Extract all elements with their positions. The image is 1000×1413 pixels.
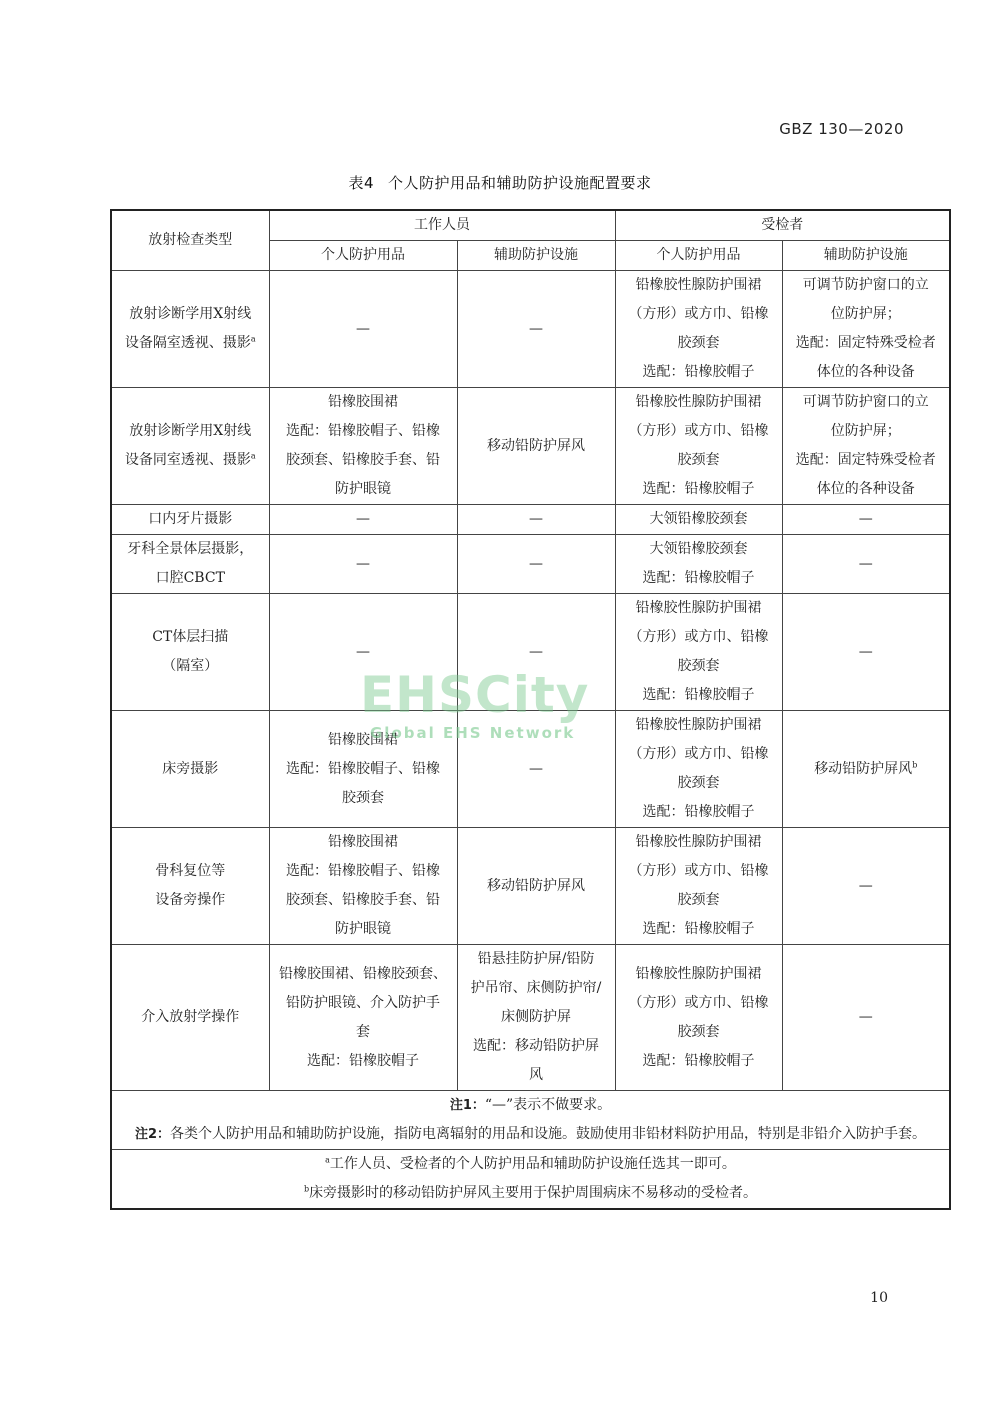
- cell-text: 铅悬挂防护屏/铅防: [477, 951, 595, 967]
- cell-text: 移动铅防护屏风: [487, 877, 585, 894]
- row-exam-type: [111, 828, 269, 945]
- cell-text: 选配：铅橡胶帽子: [642, 687, 755, 703]
- footnote-mark: a: [250, 451, 256, 461]
- cell-text: 铅防护眼镜、介入防护手: [286, 994, 440, 1011]
- cell-text: 选配：铅橡胶帽子: [642, 1052, 755, 1069]
- row-staff-aux: [457, 594, 615, 711]
- cell-text: 选配：铅橡胶帽子: [307, 1052, 419, 1069]
- cell-text: 口腔CBCT: [155, 570, 225, 586]
- notes-cell: [111, 1091, 950, 1150]
- footnote-mark: b: [912, 759, 918, 769]
- cell-text: （方形）或方巾、铅橡: [628, 629, 769, 645]
- table-number: 表4: [348, 174, 375, 192]
- cell-text: 胶颈套: [677, 335, 720, 351]
- header-staff-ppe: 个人防护用品: [269, 241, 457, 271]
- cell-text: 铅橡胶性腺防护围裙: [635, 600, 762, 616]
- cell-text: 设备同室透视、摄影: [124, 452, 251, 468]
- table-row: [111, 505, 950, 535]
- cell-text: 选配：固定特殊受检者: [795, 335, 936, 351]
- cell-text: （方形）或方巾、铅橡: [628, 423, 769, 439]
- row-staff-aux: [457, 505, 615, 535]
- cell-text: 铅橡胶围裙: [328, 394, 398, 410]
- cell-text: 胶颈套: [677, 892, 720, 908]
- cell-text: 胶颈套: [677, 775, 720, 791]
- cell-text: 铅橡胶性腺防护围裙: [635, 717, 762, 733]
- cell-text: 铅橡胶围裙: [328, 834, 398, 850]
- cell-text: 胶颈套、铅橡胶手套、铅: [286, 452, 440, 468]
- cell-text: —: [356, 555, 370, 572]
- cell-text: —: [529, 511, 543, 527]
- cell-text: —: [858, 877, 873, 894]
- row-patient-ppe: [615, 711, 782, 828]
- cell-text: —: [858, 643, 873, 660]
- cell-text: 铅橡胶性腺防护围裙: [635, 834, 762, 850]
- cell-text: （方形）或方巾、铅橡: [628, 863, 769, 879]
- cell-text: 选配：移动铅防护屏: [473, 1038, 599, 1054]
- row-staff-ppe: [269, 828, 457, 945]
- cell-text: （隔室）: [162, 658, 219, 674]
- header-staff-aux: 辅助防护设施: [457, 241, 615, 271]
- watermark-tagline: Global EHS Network: [370, 724, 576, 742]
- cell-text: —: [529, 760, 543, 777]
- row-staff-aux: [457, 945, 615, 1091]
- table-row: [111, 388, 950, 505]
- row-patient-ppe: [615, 271, 782, 388]
- cell-text: —: [858, 555, 873, 572]
- cell-text: 可调节防护窗口的立: [802, 394, 929, 410]
- cell-text: 骨科复位等: [155, 863, 226, 879]
- row-exam-type: [111, 711, 269, 828]
- note-2: 注2：各类个人防护用品和辅助防护设施，指防电离辐射的用品和设施。鼓励使用非铅材料防护用品，特别是非铅介入防护手套。: [134, 1126, 927, 1142]
- cell-text: 床旁摄影: [162, 760, 219, 777]
- cell-text: 大领铅橡胶颈套: [649, 511, 748, 527]
- cell-text: —: [356, 320, 370, 337]
- cell-text: —: [356, 643, 370, 660]
- cell-text: 选配：铅橡胶帽子: [642, 364, 755, 380]
- cell-text: 风: [529, 1067, 543, 1083]
- table-row: [111, 535, 950, 594]
- table-row: [111, 945, 950, 1091]
- cell-text: 牙科全景体层摄影，: [127, 541, 254, 557]
- cell-text: 位防护屏；: [830, 306, 901, 322]
- row-exam-type: [111, 945, 269, 1091]
- cell-text: 铅橡胶围裙、铅橡胶颈套、: [279, 965, 447, 982]
- cell-text: 位防护屏；: [830, 423, 901, 439]
- cell-text: 胶颈套: [677, 452, 720, 468]
- row-patient-aux: [782, 535, 950, 594]
- table-title: [0, 172, 1000, 193]
- note-1: 注1：“—”表示不做要求。: [449, 1097, 612, 1113]
- cell-text-with-note: [118, 446, 263, 475]
- cell-text: 选配：固定特殊受检者: [795, 452, 936, 468]
- cell-text: 体位的各种设备: [816, 481, 915, 497]
- cell-text: 放射诊断学用X射线: [129, 423, 252, 439]
- row-staff-ppe: [269, 271, 457, 388]
- cell-text: 铅橡胶性腺防护围裙: [635, 277, 762, 293]
- cell-text: 防护眼镜: [335, 481, 391, 497]
- cell-text: 介入放射学操作: [141, 1009, 240, 1025]
- table-title-text: 个人防护用品和辅助防护设施配置要求: [388, 174, 652, 192]
- footnotes-cell: [111, 1150, 950, 1210]
- row-exam-type: [111, 594, 269, 711]
- cell-text: 体位的各种设备: [816, 364, 915, 380]
- cell-text: 胶颈套: [342, 789, 384, 806]
- table-row: [111, 711, 950, 828]
- row-staff-aux: [457, 388, 615, 505]
- row-staff-aux: [457, 711, 615, 828]
- table-row: [111, 594, 950, 711]
- row-exam-type: [111, 271, 269, 388]
- row-staff-aux: [457, 535, 615, 594]
- cell-text: —: [529, 320, 543, 337]
- cell-text: 胶颈套: [677, 658, 720, 674]
- cell-text: —: [356, 511, 370, 527]
- row-staff-aux: [457, 271, 615, 388]
- footnote-mark: a: [250, 334, 256, 344]
- cell-text: 移动铅防护屏风: [814, 760, 913, 777]
- row-patient-aux: [782, 388, 950, 505]
- cell-text: 放射诊断学用X射线: [129, 306, 252, 322]
- cell-text: 口内牙片摄影: [148, 511, 233, 527]
- row-patient-ppe: [615, 945, 782, 1091]
- standard-code: GBZ 130—2020: [779, 120, 904, 138]
- table-row: [111, 828, 950, 945]
- header-exam-type: 放射检查类型: [111, 210, 269, 271]
- row-staff-ppe: [269, 535, 457, 594]
- row-exam-type: [111, 505, 269, 535]
- cell-text: —: [529, 555, 543, 572]
- cell-text: 套: [356, 1023, 370, 1040]
- header-staff: 工作人员: [269, 210, 615, 241]
- cell-text: 防护眼镜: [335, 921, 391, 937]
- cell-text: 铅橡胶性腺防护围裙: [635, 394, 762, 410]
- row-patient-aux: [782, 828, 950, 945]
- cell-text: 移动铅防护屏风: [487, 437, 585, 454]
- row-staff-ppe: [269, 594, 457, 711]
- header-patient-aux: 辅助防护设施: [782, 241, 950, 271]
- row-patient-aux: [782, 594, 950, 711]
- watermark-brand: EHSCity: [360, 666, 590, 724]
- row-staff-ppe: [269, 388, 457, 505]
- cell-text: 床侧防护屏: [501, 1009, 571, 1025]
- footnote-a: $^a$工作人员、受检者的个人防护用品和辅助防护设施任选其一即可。: [325, 1155, 736, 1172]
- cell-text: CT体层扫描: [152, 629, 229, 645]
- header-patient: 受检者: [615, 210, 950, 241]
- row-patient-aux: [782, 271, 950, 388]
- row-patient-aux: [782, 505, 950, 535]
- row-patient-ppe: [615, 828, 782, 945]
- cell-text: （方形）或方巾、铅橡: [628, 994, 769, 1011]
- page-number: 10: [870, 1290, 888, 1306]
- ppe-requirements-table: [110, 209, 951, 1210]
- cell-text: 大领铅橡胶颈套: [649, 541, 748, 557]
- cell-text: 护吊帘、床侧防护帘/: [470, 980, 602, 996]
- cell-text: 选配：铅橡胶帽子、铅橡: [286, 423, 440, 439]
- cell-text: 设备隔室透视、摄影: [124, 335, 251, 351]
- header-patient-ppe: 个人防护用品: [615, 241, 782, 271]
- row-patient-ppe: [615, 388, 782, 505]
- cell-text: 胶颈套、铅橡胶手套、铅: [286, 892, 440, 908]
- row-staff-ppe: [269, 505, 457, 535]
- cell-text: 铅橡胶性腺防护围裙: [635, 965, 762, 982]
- cell-text: —: [858, 511, 873, 527]
- cell-text-with-note: [118, 329, 263, 358]
- cell-text: 胶颈套: [677, 1023, 720, 1040]
- row-exam-type: [111, 535, 269, 594]
- cell-text: —: [529, 643, 543, 660]
- row-patient-ppe: [615, 535, 782, 594]
- cell-text: 选配：铅橡胶帽子: [642, 570, 755, 586]
- cell-text-with-note: [789, 755, 944, 784]
- cell-text: 选配：铅橡胶帽子: [642, 804, 755, 820]
- row-patient-aux: [782, 945, 950, 1091]
- cell-text: 设备旁操作: [155, 892, 226, 908]
- row-patient-ppe: [615, 505, 782, 535]
- row-staff-ppe: [269, 945, 457, 1091]
- table-row: [111, 271, 950, 388]
- row-exam-type: [111, 388, 269, 505]
- cell-text: 铅橡胶围裙: [328, 731, 398, 748]
- cell-text: —: [858, 1009, 873, 1025]
- row-staff-ppe: [269, 711, 457, 828]
- cell-text: 选配：铅橡胶帽子、铅橡: [286, 863, 440, 879]
- cell-text: 选配：铅橡胶帽子: [642, 921, 755, 937]
- cell-text: 选配：铅橡胶帽子、铅橡: [286, 760, 440, 777]
- row-patient-ppe: [615, 594, 782, 711]
- cell-text: （方形）或方巾、铅橡: [628, 306, 769, 322]
- cell-text: 选配：铅橡胶帽子: [642, 481, 755, 497]
- row-patient-aux: [782, 711, 950, 828]
- cell-text: 可调节防护窗口的立: [802, 277, 929, 293]
- cell-text: （方形）或方巾、铅橡: [628, 746, 769, 762]
- row-staff-aux: [457, 828, 615, 945]
- footnote-b: $^b$床旁摄影时的移动铅防护屏风主要用于保护周围病床不易移动的受检者。: [303, 1184, 758, 1201]
